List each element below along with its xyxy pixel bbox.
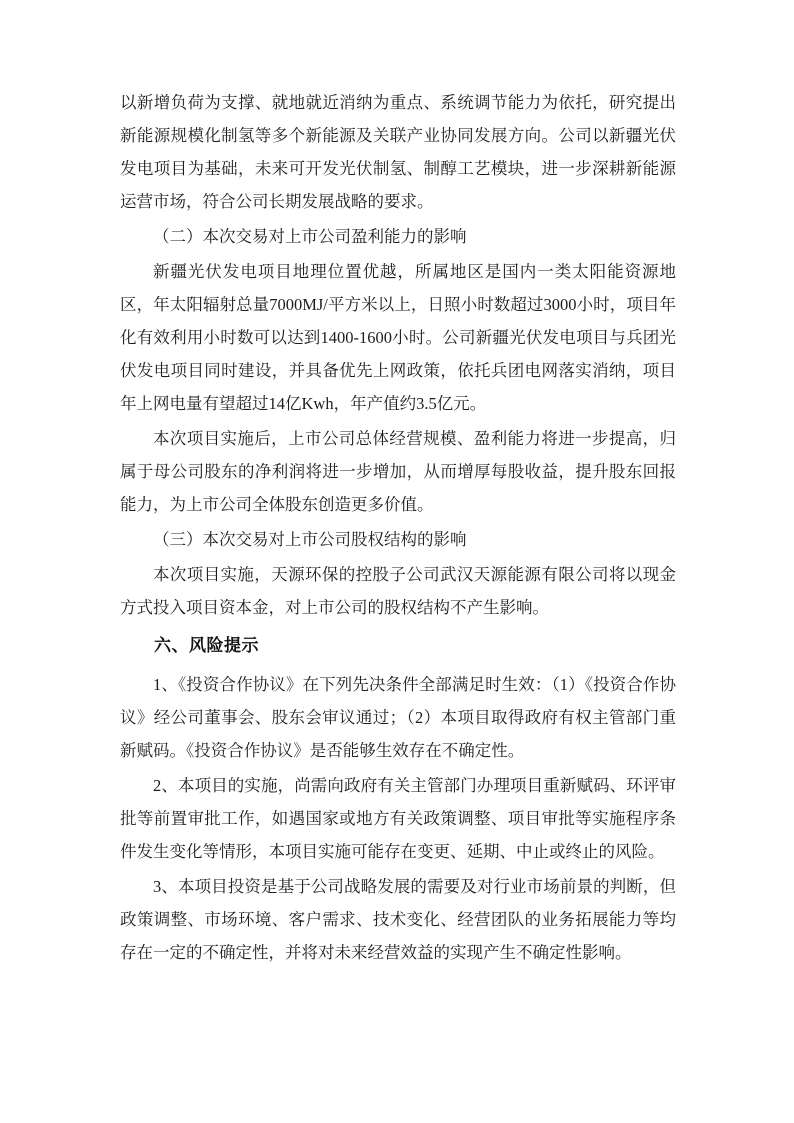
paragraph-project-location: 新疆光伏发电项目地理位置优越，所属地区是国内一类太阳能资源地区，年太阳辐射总量7000MJ/平方米以上，日照小时数超过3000小时，项目年化有效利用小时数可以达到1400-1600小时。公司新疆光伏发电项目与兵团光伏发电项目同时建设，并具备优先上网政策，依托兵团电网落实消纳，项目年上网电量有望超过14亿Kwh，年产值约3.5亿元。 [120, 262, 676, 413]
paragraph-profit-increase: 本次项目实施后，上市公司总体经营规模、盈利能力将进一步提高，归属于母公司股东的净利润将进一步增加，从而增厚每股收益，提升股东回报能力，为上市公司全体股东创造更多价值。 [120, 429, 676, 514]
paragraph-risk-2: 2、本项目的实施，尚需向政府有关主管部门办理项目重新赋码、环评审批等前置审批工作，如遇国家或地方有关政策调整、项目审批等实施程序条件发生变化等情形，本项目实施可能存在变更、延期、中止或终止的风险。 [120, 776, 676, 861]
paragraph-risk-1: 1、《投资合作协议》在下列先决条件全部满足时生效：（1）《投资合作协议》经公司董事会、股东会审议通过；（2）本项目取得政府有权主管部门重新赋码。《投资合作协议》是否能够生效存在不确定性。 [120, 675, 676, 760]
paragraph-risk-3: 3、本项目投资是基于公司战略发展的需要及对行业市场前景的判断，但政策调整、市场环境、客户需求、技术变化、经营团队的业务拓展能力等均存在一定的不确定性，并将对未来经营效益的实现产生不确定性影响。 [120, 877, 676, 962]
document-content [120, 86, 676, 971]
paragraph-strategy-continued: 以新增负荷为支撑、就地就近消纳为重点、系统调节能力为依托，研究提出新能源规模化制氢等多个新能源及关联产业协同发展方向。公司以新疆光伏发电项目为基础，未来可开发光伏制氢、制醇工艺模块，进一步深耕新能源运营市场，符合公司长期发展战略的要求。 [120, 93, 676, 211]
section-heading-risk-warning: 六、风险提示 [154, 636, 259, 655]
subheading-equity-impact: （三）本次交易对上市公司股权结构的影响 [153, 530, 467, 549]
subheading-profit-impact: （二）本次交易对上市公司盈利能力的影响 [153, 227, 467, 246]
paragraph-equity-structure: 本次项目实施，天源环保的控股子公司武汉天源能源有限公司将以现金方式投入项目资本金，对上市公司的股权结构不产生影响。 [120, 565, 676, 617]
